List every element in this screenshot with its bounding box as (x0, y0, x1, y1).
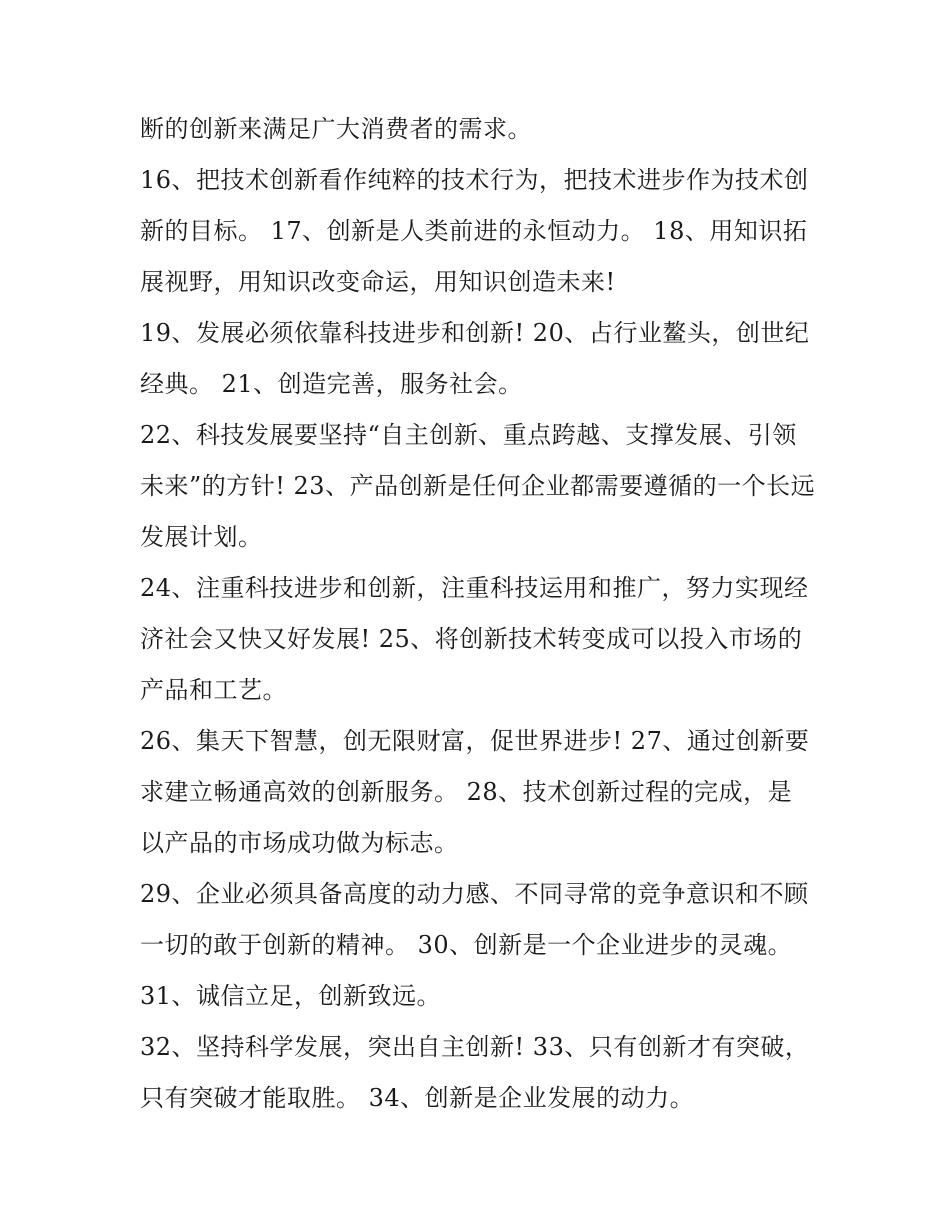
text-line: 32、坚持科学发展，突出自主创新! 33、只有创新才有突破， (140, 1033, 810, 1061)
text-line: 济社会又快又好发展! 25、将创新技术转变成可以投入市场的 (140, 625, 803, 653)
text-line: 展视野，用知识改变命运，用知识创造未来! (140, 268, 616, 296)
text-line: 发展计划。 (140, 523, 263, 551)
text-line: 一切的敢于创新的精神。 30、创新是一个企业进步的灵魂。 (140, 931, 793, 959)
text-line: 未来”的方针! 23、产品创新是任何企业都需要遵循的一个长远 (140, 472, 816, 500)
text-line: 29、企业必须具备高度的动力感、不同寻常的竞争意识和不顾 (140, 880, 809, 908)
text-line: 24、注重科技进步和创新，注重科技运用和推广，努力实现经 (140, 574, 809, 602)
text-line: 以产品的市场成功做为标志。 (140, 829, 459, 857)
text-line: 22、科技发展要坚持“自主创新、重点跨越、支撑发展、引领 (140, 421, 797, 449)
text-line: 经典。 21、创造完善，服务社会。 (140, 370, 523, 398)
text-line: 31、诚信立足，创新致远。 (140, 982, 442, 1010)
text-line: 26、集天下智慧，创无限财富，促世界进步! 27、通过创新要 (140, 727, 810, 755)
text-line: 19、发展必须依靠科技进步和创新! 20、占行业鳌头，创世纪 (140, 319, 810, 347)
text-line: 产品和工艺。 (140, 676, 287, 704)
text-line: 求建立畅通高效的创新服务。 28、技术创新过程的完成，是 (140, 778, 793, 806)
document-body (140, 104, 820, 1124)
text-line: 16、把技术创新看作纯粹的技术行为，把技术进步作为技术创 (140, 166, 809, 194)
text-line: 只有突破才能取胜。 34、创新是企业发展的动力。 (140, 1084, 695, 1112)
text-line: 断的创新来满足广大消费者的需求。 (140, 115, 532, 143)
text-line: 新的目标。 17、创新是人类前进的永恒动力。 18、用知识拓 (140, 217, 808, 245)
